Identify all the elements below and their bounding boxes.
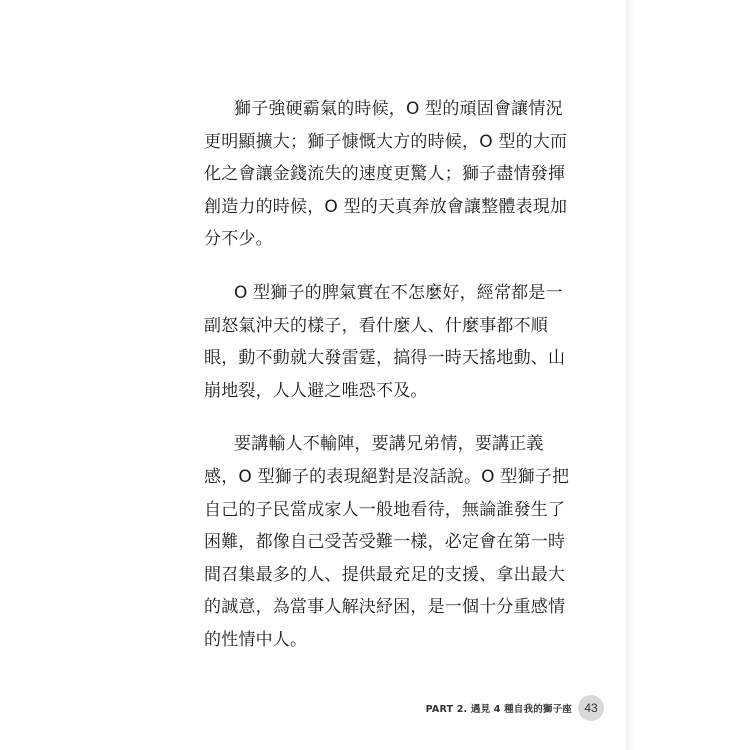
- paragraph-1: [204, 93, 568, 256]
- text-line: 的誠意，為當事人解決紓困，是一個十分重感情: [204, 597, 566, 618]
- text-line: 眼，動不動就大發雷霆，搞得一時天搖地動、山: [204, 348, 566, 369]
- text-line: 要講輸人不輸陣，要講兄弟情，要講正義: [234, 434, 544, 455]
- text-line: 自己的子民當成家人一般地看待，無論誰發生了: [204, 499, 566, 520]
- body-text: [204, 93, 570, 678]
- text-line: 分不少。: [204, 229, 273, 250]
- text-line: 間召集最多的人、提供最充足的支援、拿出最大: [204, 564, 566, 585]
- text-line: 困難，都像自己受苦受難一樣，必定會在第一時: [204, 532, 566, 553]
- text-line: O 型獅子的脾氣實在不怎麼好，經常都是一: [234, 282, 563, 303]
- text-line: 崩地裂，人人避之唯恐不及。: [204, 380, 428, 401]
- text-line: 化之會讓金錢流失的速度更驚人；獅子盡情發揮: [204, 164, 566, 185]
- page-footer: [426, 693, 604, 723]
- text-line: 更明顯擴大；獅子慷慨大方的時候，O 型的大而: [204, 131, 568, 152]
- paragraph-2: [204, 277, 566, 407]
- text-line: 的性情中人。: [204, 629, 308, 650]
- paragraph-3: [204, 428, 570, 656]
- text-line: 創造力的時候，O 型的天真奔放會讓整體表現加: [204, 196, 568, 217]
- page-number: 43: [578, 695, 604, 721]
- text-line: 獅子強硬霸氣的時候，O 型的頑固會讓情況: [234, 99, 563, 119]
- text-line: 感，O 型獅子的表現絕對是沒話說。O 型獅子把: [204, 466, 570, 487]
- page-edge-shadow: [626, 0, 636, 750]
- text-line: 副怒氣沖天的樣子，看什麼人、什麼事都不順: [204, 315, 548, 336]
- running-head: PART 2. 遇見 4 種自我的獅子座: [425, 704, 572, 715]
